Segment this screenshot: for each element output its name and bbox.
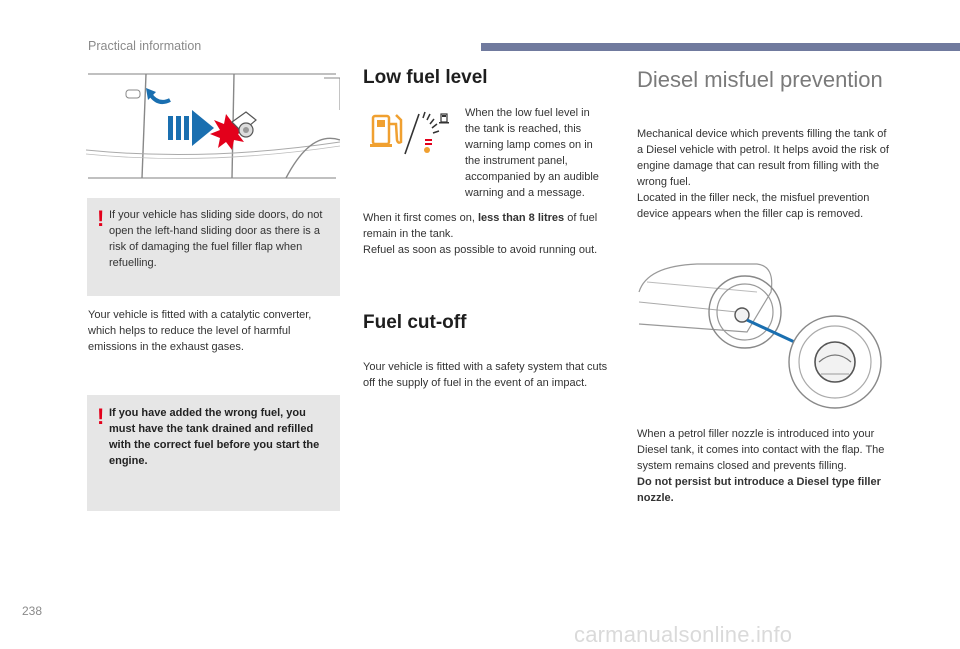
section-header: Practical information — [88, 39, 202, 53]
warning-sliding-door-text: If your vehicle has sliding side doors, do not open the left-hand sliding door as there is a risk of damaging the fuel filler flap when refuelling. — [109, 209, 323, 269]
low-fuel-lamp-text: When the low fuel level in the tank is reached, this warning lamp comes on in the instrument panel, accompanied by an audible warning and a message. — [465, 107, 599, 199]
low-fuel-p1-bold: less than 8 litres — [477, 212, 565, 224]
filler-neck-illustration — [637, 262, 889, 412]
misfuel-p1: Mechanical device which prevents filling the tank of a Diesel vehicle with petrol. It helps avoid the risk of engine damage that can result from filling with the wrong fuel. — [637, 128, 889, 188]
fuel-cutoff-text: Your vehicle is fitted with a safety system that cuts off the supply of fuel in the event of an impact. — [363, 361, 608, 389]
warning-exclamation-icon: ! — [97, 404, 105, 429]
low-fuel-p2: Refuel as soon as possible to avoid running out. — [363, 244, 598, 256]
warning-box-sliding-door — [87, 198, 340, 296]
catalytic-converter-text: Your vehicle is fitted with a catalytic converter, which helps to reduce the level of harmful emissions in the exhaust gases. — [88, 309, 312, 353]
misfuel-paragraph-1 — [637, 126, 889, 222]
low-fuel-level-heading: Low fuel level — [363, 67, 488, 88]
page-number: 238 — [22, 604, 43, 618]
warning-box-wrong-fuel — [87, 395, 340, 511]
header-accent-bar — [481, 43, 960, 51]
misfuel-p3: When a petrol filler nozzle is introduced into your Diesel tank, it comes into contact with the flap. The system remains closed and prevents filling. — [637, 428, 885, 472]
fuel-cutoff-heading: Fuel cut-off — [363, 312, 467, 333]
diesel-misfuel-heading: Diesel misfuel prevention — [637, 67, 883, 92]
misfuel-p2: Located in the filler neck, the misfuel prevention device appears when the filler cap is removed. — [637, 192, 870, 220]
van-fuel-flap-illustration — [86, 70, 340, 182]
fuel-gauge-icon — [401, 106, 453, 158]
low-fuel-paragraph — [363, 210, 608, 258]
misfuel-paragraph-2 — [637, 426, 889, 506]
watermark: carmanualsonline.info — [574, 622, 793, 647]
warning-wrong-fuel-text: If you have added the wrong fuel, you must have the tank drained and refilled with the correct fuel before you start the engine. — [109, 407, 320, 467]
warning-exclamation-icon: ! — [97, 206, 105, 231]
misfuel-p4-bold: Do not persist but introduce a Diesel type filler nozzle. — [637, 476, 881, 504]
low-fuel-p1-pre: When it first comes on, — [363, 212, 478, 224]
low-fuel-p1-post: of fuel remain in the tank. — [363, 212, 598, 240]
